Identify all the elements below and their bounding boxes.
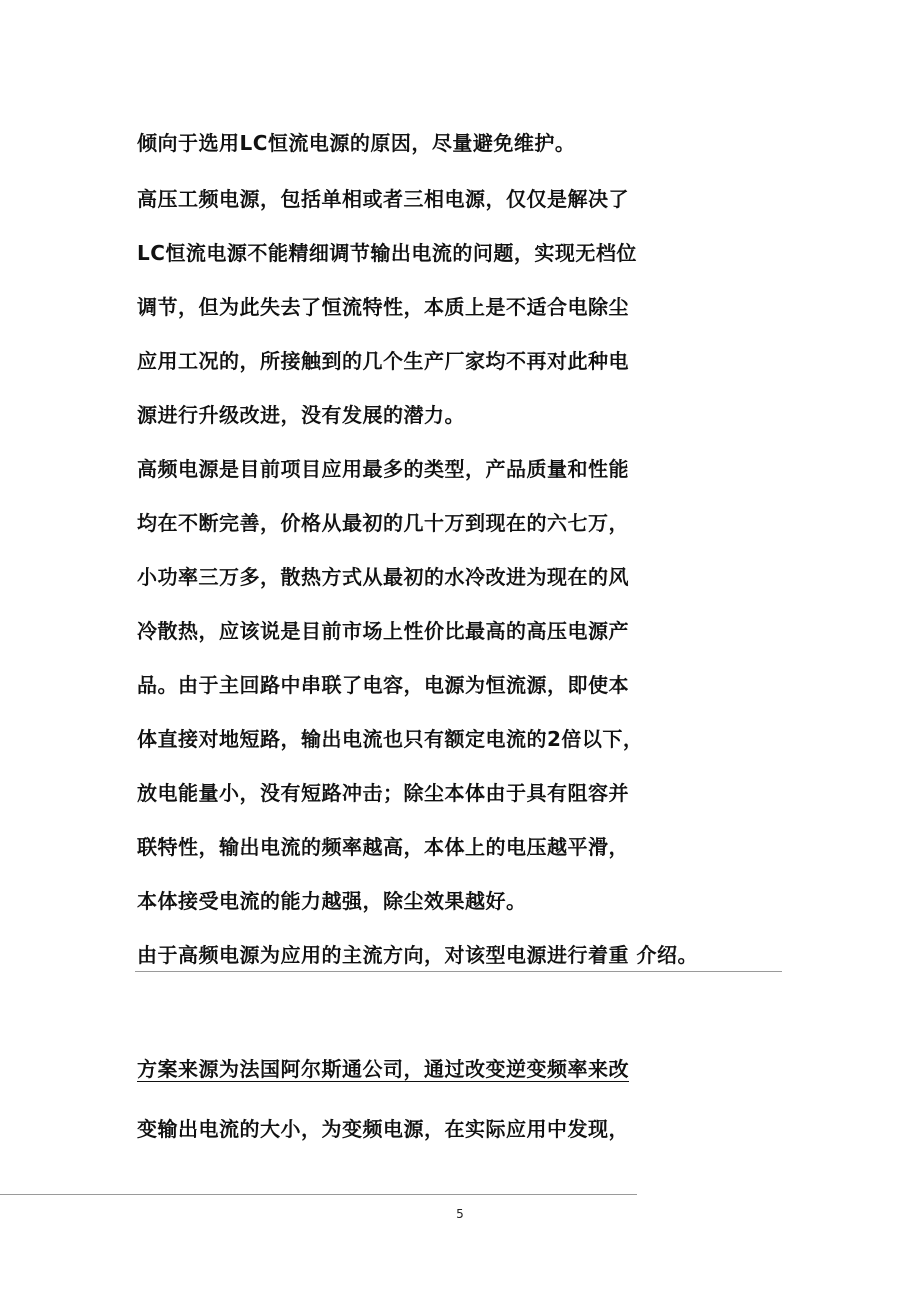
text-line: 由于高频电源为应用的主流方向，对该型电源进行着重 介绍。: [137, 943, 698, 967]
text-line: LC恒流电源不能精细调节输出电流的问题，实现无档位: [137, 241, 637, 265]
text-line-underlined: 方案来源为法国阿尔斯通公司，通过改变逆变频率来改: [137, 1057, 629, 1081]
text-line: 放电能量小，没有短路冲击；除尘本体由于具有阻容并: [137, 781, 629, 805]
text-line: 体直接对地短路，输出电流也只有额定电流的2倍以下，: [137, 727, 644, 751]
footer-divider: [0, 1194, 637, 1195]
text-line: 源进行升级改进，没有发展的潜力。: [137, 403, 465, 427]
text-line: 小功率三万多，散热方式从最初的水冷改进为现在的风: [137, 565, 629, 589]
page-number: 5: [456, 1207, 464, 1221]
text-line: 本体接受电流的能力越强，除尘效果越好。: [137, 889, 527, 913]
text-line: 联特性，输出电流的频率越高，本体上的电压越平滑，: [137, 835, 629, 859]
text-line: 高频电源是目前项目应用最多的类型，产品质量和性能: [137, 457, 629, 481]
text-line: 冷散热，应该说是目前市场上性价比最高的高压电源产: [137, 619, 629, 643]
text-line: 调节，但为此失去了恒流特性，本质上是不适合电除尘: [137, 295, 629, 319]
text-line: 均在不断完善，价格从最初的几十万到现在的六七万，: [137, 511, 629, 535]
paragraph-divider: [135, 971, 782, 972]
text-line: 品。由于主回路中串联了电容，电源为恒流源，即使本: [137, 673, 629, 697]
text-line: 应用工况的，所接触到的几个生产厂家均不再对此种电: [137, 349, 629, 373]
text-line: 高压工频电源，包括单相或者三相电源，仅仅是解决了: [137, 187, 629, 211]
text-line: 变输出电流的大小，为变频电源，在实际应用中发现，: [137, 1117, 629, 1141]
text-line: 倾向于选用LC恒流电源的原因，尽量避免维护。: [137, 131, 576, 155]
